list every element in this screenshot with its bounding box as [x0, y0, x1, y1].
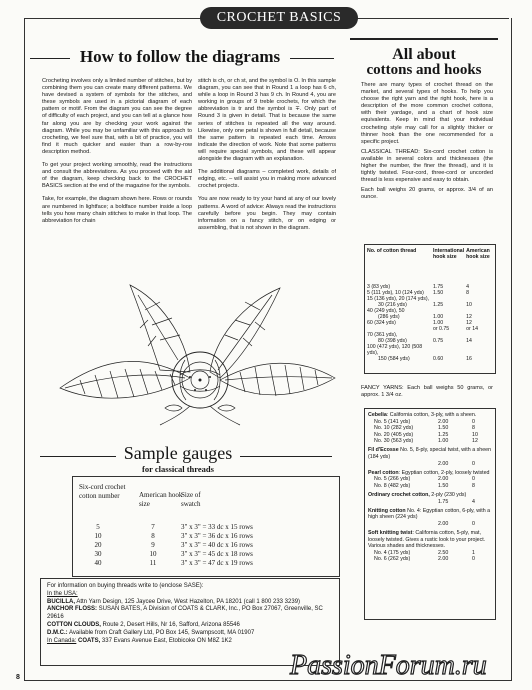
- yarn-name: Knitting cotton: [368, 507, 406, 514]
- american-size: 12: [466, 314, 472, 320]
- international-size: or 0.75: [433, 326, 450, 332]
- thread-header-american: American hook size: [466, 248, 490, 260]
- yarn-description: [368, 492, 492, 499]
- thread-number: 30 (216 yds): [378, 302, 407, 308]
- yarn-size-number: No. 30 (563 yds): [374, 438, 414, 445]
- canada-supplier-name: COATS,: [76, 637, 101, 644]
- fancy-yarns-text: FANCY YARNS: Each ball weighs 50 grams, or approx. 1 3/4 oz.: [361, 385, 493, 399]
- thread-number: (286 yds): [378, 314, 400, 320]
- supplier-name: ANCHOR FLOSS:: [47, 606, 97, 613]
- gauge-cotton-number: 10: [94, 532, 102, 540]
- gauges-header-cotton: Six-cord crochet cotton number: [79, 483, 126, 500]
- yarn-international-size: 2.00: [438, 520, 449, 527]
- yarn-american-size: 4: [472, 498, 475, 505]
- gauges-header-hook: American hook size: [139, 491, 183, 508]
- yarn-size-row: [368, 499, 492, 506]
- canada-label: In Canada:: [47, 637, 77, 644]
- gauge-hook-size: 7: [151, 523, 155, 531]
- yarn-international-size: 2.50: [438, 549, 449, 556]
- american-size: 12: [466, 320, 472, 326]
- cottons-paragraph: CLASSICAL THREAD: Six-cord crochet cotton is available in several colors and thicknesses (the higher the number, the finer the thread), and it is tightly twisted. Four-cord, three-cord or uncorded thread is less expensive and easy to obtain.: [361, 148, 493, 184]
- gauge-hook-size: 11: [149, 559, 157, 567]
- cottons-intro: [361, 82, 493, 232]
- yarn-size-row: [368, 432, 492, 439]
- yarn-description: [368, 508, 492, 521]
- gauge-cotton-number: 30: [94, 550, 102, 558]
- yarn-entry: [368, 508, 492, 528]
- american-size: or 14: [466, 326, 478, 332]
- gauge-row: [73, 541, 339, 550]
- yarn-size-row: [368, 425, 492, 432]
- thread-number: 80 (398 yds): [378, 338, 407, 344]
- yarn-international-size: 1.00: [438, 438, 449, 445]
- international-size: 1.00: [433, 320, 444, 326]
- yarn-size-number: No. 8 (482 yds): [374, 482, 411, 489]
- yarn-size-row: [368, 550, 492, 557]
- diagrams-paragraph: To get your project working smoothly, read the instructions and consult the abbreviations. As you proceed with the aid of the diagram, keep checking back to the CROCHET BASICS section at the end of the magazine for the symbols.: [42, 162, 192, 190]
- yarn-international-size: 2.00: [438, 556, 449, 563]
- supplier-name: COTTON CLOUDS,: [47, 621, 101, 628]
- yarn-international-size: 2.00: [438, 418, 449, 425]
- american-size: 14: [466, 338, 472, 344]
- international-size: 0.60: [433, 356, 444, 362]
- supplier-entry: [47, 622, 333, 630]
- yarn-size-row: [368, 521, 492, 528]
- fancy-yarns: [361, 385, 493, 405]
- yarn-international-size: 1.25: [438, 431, 449, 438]
- gauge-swatch-size: 3" x 3" = 45 dc x 18 rows: [181, 550, 253, 558]
- diagrams-paragraph: Take, for example, the diagram shown here. Rows or rounds are numbered in lightface; a boldface number inside a loop tells you how many chain stitches to make in that loop. The abbreviation for chain: [42, 196, 192, 224]
- thread-number: 5 (111 yds), 10 (124 yds): [367, 290, 424, 296]
- supplier-address: Route 2, Desert Hills, Nr 16, Safford, Arizona 85546: [100, 621, 240, 628]
- gauge-cotton-number: 20: [94, 541, 102, 549]
- yarn-american-size: 10: [472, 431, 478, 438]
- gauge-hook-size: 10: [149, 550, 157, 558]
- thread-number: 70 (361 yds),: [367, 332, 398, 338]
- yarn-american-size: 0: [472, 418, 475, 425]
- thread-number: 100 (472 yds), 120 (508 yds),: [367, 344, 423, 356]
- canada-supplier-address: 337 Evans Avenue East, Etobicoke ON M8Z 1K2: [100, 637, 232, 644]
- yarn-details: 2-ply (230 yds): [429, 492, 467, 499]
- yarn-size-number: No. 4 (175 yds): [374, 549, 411, 556]
- cotton-thread-table-box: [364, 244, 496, 374]
- international-size: 1.00: [433, 314, 444, 320]
- gauge-hook-size: 8: [151, 532, 155, 540]
- yarn-name: Soft knitting twist: [368, 530, 413, 536]
- thread-number: 3 (83 yds): [367, 284, 391, 290]
- yarn-american-size: 0: [472, 556, 475, 563]
- yarn-details: : Egyptian cotton, 2-ply, loosely twisted: [398, 469, 490, 476]
- watermark-text: PassionForum.ru: [290, 650, 487, 681]
- diagrams-paragraph: The additional diagrams – completed work, details of edging, etc. – will assist you in making more advanced crochet projects.: [198, 169, 336, 190]
- american-size: 16: [466, 356, 472, 362]
- yarn-description: [368, 470, 492, 477]
- supplier-name: D.M.C.:: [47, 629, 68, 636]
- yarn-american-size: 1: [472, 549, 475, 556]
- gauge-hook-size: 9: [151, 541, 155, 549]
- buying-info-entries: [47, 599, 333, 638]
- international-size: 0.75: [433, 338, 444, 344]
- yarn-name: Ordinary crochet cotton,: [368, 492, 430, 499]
- gauges-header-swatch: Size of swatch: [181, 491, 201, 508]
- yarn-description: [368, 412, 492, 419]
- yarn-details: : California cotton, 3-ply, with a sheen.: [386, 412, 477, 418]
- yarn-details: : California cotton, 5-ply, mat, loosely twisted. Gives a rustic look to your project. Various shades and thicknesses.: [368, 530, 486, 550]
- page-number: 8: [16, 674, 20, 681]
- thread-number: 60 (324 yds): [367, 320, 396, 326]
- yarn-size-row: [368, 461, 492, 468]
- diagrams-title: How to follow the diagrams: [79, 47, 281, 66]
- yarn-size-row: [368, 476, 492, 483]
- diagrams-paragraph: You are now ready to try your hand at any of our lovely patterns. A word of advice: Always read the instructions carefully before you begin. They may contain information on a fancy stitch, or on edging or assembling, that is not shown in the diagram.: [198, 196, 336, 231]
- gauges-rule-right: [240, 456, 332, 457]
- american-size: 8: [466, 290, 470, 296]
- thread-number: 150 (584 yds): [378, 356, 410, 362]
- supplier-entry: [47, 599, 333, 607]
- yarn-name: Pearl cotton: [368, 469, 399, 476]
- yarn-international-size: 1.75: [438, 498, 449, 505]
- international-size: 1.25: [433, 302, 444, 308]
- gauge-cotton-number: 40: [94, 559, 102, 567]
- yarn-american-size: 8: [472, 425, 475, 432]
- thread-header-number: No. of cotton thread: [367, 248, 417, 254]
- gauges-subtitle: for classical threads: [142, 464, 214, 474]
- gauge-row: [73, 559, 339, 568]
- supplier-address: Attn Yarn Design, 125 Jaycee Drive, West Hazelton, PA 18201 (call 1 800 233 3239): [75, 598, 301, 605]
- diagrams-paragraph: stitch is ch, or ch st, and the symbol is O. In this sample diagram, you can see that in Round 1 a loop has 6 ch, while a loop in Round 3 has 9 ch. In Round 4, you are working in groups of 9 treble crochets, for which the abbreviation is tr and the symbol is ∓. Only part of Round 3 is given in detail. That is because the same series of stitches is repeated all the way around. Likewise, only one petal is shown in full detail, because the same pattern is repeated each time. Arrows indicate the direction of work. Note that some patterns will require special symbols, and these will appear alongside the diagram with an explanation.: [198, 78, 336, 163]
- gauges-rule-left: [40, 456, 116, 457]
- american-size: 4: [466, 284, 470, 290]
- thread-row: [366, 344, 494, 356]
- american-size: 10: [466, 302, 472, 308]
- cotton-thread-table: [366, 248, 494, 362]
- international-size: 1.50: [433, 290, 444, 296]
- yarn-details: No. 5, 8-ply, special twist, with a sheen (184 yds): [368, 447, 492, 461]
- yarn-details: No. 4: Egyptian cotton, 6-ply, with a high sheen (224 yds): [368, 507, 491, 521]
- yarn-international-size: 2.00: [438, 476, 449, 483]
- yarn-size-number: No. 20 (405 yds): [374, 431, 414, 438]
- gauge-cotton-number: 5: [96, 523, 100, 531]
- yarn-american-size: 8: [472, 482, 475, 489]
- cottons-title-line1: All about: [392, 46, 456, 63]
- supplier-entry: [47, 630, 333, 638]
- yarn-size-row: [368, 438, 492, 445]
- fancy-yarn-table-box: [364, 408, 496, 620]
- supplier-name: BUCILLA,: [47, 598, 75, 605]
- yarn-american-size: 0: [472, 460, 475, 467]
- yarn-size-row: [368, 556, 492, 563]
- yarn-entry: [368, 470, 492, 490]
- cottons-top-rule: [350, 38, 498, 40]
- international-size: [432, 344, 465, 356]
- gauge-row: [73, 523, 339, 532]
- supplier-address: Available from Craft Gallery Ltd, PO Box 145, Swampscott, MA 01907: [67, 629, 255, 636]
- gauge-swatch-size: 3" x 3" = 40 dc x 16 rows: [181, 541, 253, 549]
- yarn-name: Fil d'Ecosse: [368, 447, 399, 454]
- supplier-address: SUSAN BATES, A Division of COATS & CLARK, Inc., PO Box 27067, Greenville, SC 29616: [47, 606, 323, 621]
- yarn-description: [368, 530, 492, 550]
- diagrams-column-2: [198, 78, 336, 293]
- gauges-title: Sample gauges: [123, 443, 233, 463]
- fancy-yarn-list: [365, 409, 495, 568]
- gauge-row: [73, 532, 339, 541]
- yarn-size-row: [368, 419, 492, 426]
- section-banner: CROCHET BASICS: [200, 7, 358, 29]
- cottons-title-line2: cottons and hooks: [366, 62, 482, 78]
- thread-number: 40 (249 yds), 50: [367, 308, 405, 314]
- yarn-name: Cebelia: [368, 412, 387, 418]
- thread-row: [366, 356, 494, 362]
- yarn-size-row: [368, 483, 492, 490]
- gauge-swatch-size: 3" x 3" = 33 dc x 15 rows: [181, 523, 253, 531]
- gauges-table-box: [72, 476, 340, 577]
- yarn-size-number: No. 6 (262 yds): [374, 556, 411, 563]
- yarn-international-size: 1.50: [438, 425, 449, 432]
- yarn-entry: [368, 447, 492, 467]
- title-rule-left: [30, 58, 70, 59]
- yarn-american-size: 0: [472, 476, 475, 483]
- yarn-american-size: 12: [472, 438, 478, 445]
- yarn-description: [368, 447, 492, 460]
- yarn-international-size: 1.50: [438, 482, 449, 489]
- yarn-entry: [368, 530, 492, 563]
- international-size: 1.75: [433, 284, 444, 290]
- thread-number: 15 (136 yds), 20 (174 yds),: [367, 296, 429, 302]
- diagrams-column-1: [42, 78, 192, 283]
- crochet-diagram-illustration: [40, 280, 340, 430]
- yarn-american-size: 0: [472, 520, 475, 527]
- yarn-size-number: No. 10 (282 yds): [374, 425, 414, 432]
- gauge-row: [73, 550, 339, 559]
- cottons-paragraph: Each ball weighs 20 grams, or approx. 3/4 of an ounce.: [361, 187, 493, 201]
- thread-header-international: International hook size: [433, 248, 465, 260]
- gauge-swatch-size: 3" x 3" = 47 dc x 19 rows: [181, 559, 253, 567]
- gauges-rows: [73, 523, 339, 568]
- buying-info-canada: [47, 638, 333, 646]
- yarn-international-size: 2.00: [438, 460, 449, 467]
- yarn-size-number: No. 5 (266 yds): [374, 476, 411, 483]
- gauge-swatch-size: 3" x 3" = 36 dc x 16 rows: [181, 532, 253, 540]
- yarn-entry: [368, 412, 492, 445]
- american-size: [465, 344, 494, 356]
- buying-info-usa-label: In the USA:: [47, 590, 78, 597]
- cottons-paragraph: There are many types of crochet thread on the market, and several types of hooks. To help you choose the right yarn and the right hook, here is a description of the more common crochet cottons, with their yardage, and a chart of hook size equivalents. Keep in mind that your individual crocheting style may call for a slightly thicker or thinner hook than the one recommended for a specific project.: [361, 82, 493, 145]
- yarn-entry: [368, 492, 492, 505]
- title-rule-right: [290, 58, 334, 59]
- diagrams-paragraph: Crocheting involves only a limited number of stitches, but by combining them you can create many different patterns. We have devised a system of symbols for the stitches, and these symbols are used in a pictorial diagram of each pattern or motif. From the diagram you can see the degree of difficulty of each project, and you can tell at a glance how far along you are by checking your work against the diagram. While you may be unfamiliar with this approach to crocheting, we feel sure that, with a bit of practice, you will find it much quicker and easier than a row-by-row description method.: [42, 78, 192, 155]
- cotton-thread-rows: [366, 284, 494, 362]
- yarn-size-number: No. 5 (141 yds): [374, 418, 411, 425]
- buying-info-lead: For information on buying threads write to (enclose SASE):: [47, 583, 204, 589]
- supplier-entry: [47, 606, 333, 622]
